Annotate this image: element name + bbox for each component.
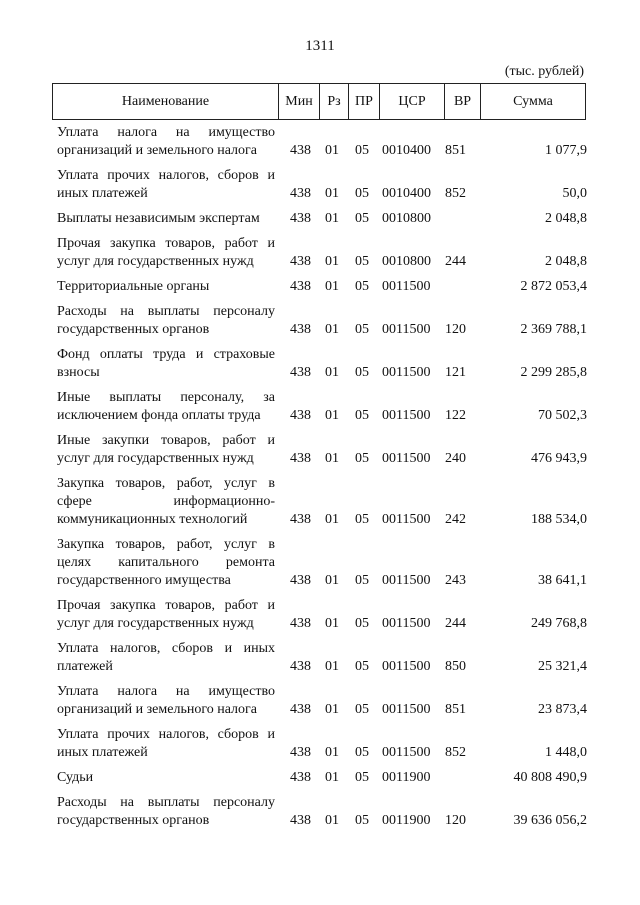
table-row <box>57 167 587 203</box>
row-name: Уплата прочих налогов, сборов и иных платежей <box>57 727 275 760</box>
table-row <box>57 597 587 633</box>
row-min: 438 <box>290 616 311 631</box>
row-rz: 01 <box>325 813 339 828</box>
row-min: 438 <box>290 186 311 201</box>
row-sum: 476 943,9 <box>531 451 587 466</box>
row-name: Расходы на выплаты персоналу государственных органов <box>57 795 275 828</box>
row-pr: 05 <box>355 451 369 466</box>
row-rz: 01 <box>325 279 339 294</box>
row-csr: 0011500 <box>382 408 431 423</box>
row-csr: 0011500 <box>382 659 431 674</box>
row-csr: 0011500 <box>382 322 431 337</box>
row-csr: 0011500 <box>382 279 431 294</box>
row-sum: 40 808 490,9 <box>513 770 587 785</box>
row-sum: 1 077,9 <box>545 143 587 158</box>
row-rz: 01 <box>325 254 339 269</box>
row-pr: 05 <box>355 322 369 337</box>
table-row <box>57 303 587 339</box>
row-rz: 01 <box>325 143 339 158</box>
row-csr: 0011900 <box>382 770 431 785</box>
row-vr: 242 <box>445 512 466 527</box>
table-header <box>52 83 586 120</box>
row-rz: 01 <box>325 186 339 201</box>
row-rz: 01 <box>325 211 339 226</box>
row-sum: 2 048,8 <box>545 254 587 269</box>
row-vr: 120 <box>445 322 466 337</box>
row-rz: 01 <box>325 770 339 785</box>
row-rz: 01 <box>325 451 339 466</box>
table-row <box>57 794 587 830</box>
row-rz: 01 <box>325 745 339 760</box>
row-rz: 01 <box>325 616 339 631</box>
row-min: 438 <box>290 254 311 269</box>
row-rz: 01 <box>325 573 339 588</box>
row-rz: 01 <box>325 512 339 527</box>
row-csr: 0011500 <box>382 573 431 588</box>
row-csr: 0011900 <box>382 813 431 828</box>
row-csr: 0010400 <box>382 186 431 201</box>
row-csr: 0010800 <box>382 254 431 269</box>
row-min: 438 <box>290 770 311 785</box>
row-vr: 851 <box>445 702 466 717</box>
row-sum: 188 534,0 <box>531 512 587 527</box>
row-rz: 01 <box>325 365 339 380</box>
row-rz: 01 <box>325 322 339 337</box>
row-name: Уплата прочих налогов, сборов и иных платежей <box>57 168 275 201</box>
row-sum: 70 502,3 <box>538 408 587 423</box>
row-min: 438 <box>290 451 311 466</box>
row-sum: 2 872 053,4 <box>520 279 587 294</box>
row-vr: 121 <box>445 365 466 380</box>
row-vr: 244 <box>445 616 466 631</box>
table-body <box>57 124 587 837</box>
header-pr: ПР <box>349 84 380 119</box>
row-rz: 01 <box>325 702 339 717</box>
row-vr: 120 <box>445 813 466 828</box>
row-name: Уплата налога на имущество организаций и земельного налога <box>57 125 275 158</box>
header-vr: ВР <box>445 84 481 119</box>
row-pr: 05 <box>355 813 369 828</box>
table-row <box>57 210 587 228</box>
header-csr: ЦСР <box>380 84 445 119</box>
row-vr: 244 <box>445 254 466 269</box>
row-pr: 05 <box>355 770 369 785</box>
row-sum: 1 448,0 <box>545 745 587 760</box>
row-vr: 850 <box>445 659 466 674</box>
header-rz: Рз <box>320 84 349 119</box>
row-pr: 05 <box>355 573 369 588</box>
row-name: Иные выплаты персоналу, за исключением фонда оплаты труда <box>57 390 275 423</box>
row-csr: 0011500 <box>382 745 431 760</box>
unit-label: (тыс. рублей) <box>504 64 584 79</box>
table-row <box>57 389 587 425</box>
table-row <box>57 124 587 160</box>
row-pr: 05 <box>355 408 369 423</box>
row-name: Прочая закупка товаров, работ и услуг для государственных нужд <box>57 236 275 269</box>
row-pr: 05 <box>355 512 369 527</box>
row-csr: 0010800 <box>382 211 431 226</box>
row-sum: 23 873,4 <box>538 702 587 717</box>
row-name: Иные закупки товаров, работ и услуг для государственных нужд <box>57 433 275 466</box>
table-row <box>57 640 587 676</box>
row-sum: 249 768,8 <box>531 616 587 631</box>
row-csr: 0010400 <box>382 143 431 158</box>
row-min: 438 <box>290 279 311 294</box>
row-pr: 05 <box>355 279 369 294</box>
row-min: 438 <box>290 702 311 717</box>
row-min: 438 <box>290 365 311 380</box>
row-pr: 05 <box>355 659 369 674</box>
row-pr: 05 <box>355 254 369 269</box>
row-pr: 05 <box>355 211 369 226</box>
row-vr: 240 <box>445 451 466 466</box>
row-vr: 243 <box>445 573 466 588</box>
header-min: Мин <box>279 84 320 119</box>
table-row <box>57 278 587 296</box>
row-name: Выплаты независимым экспертам <box>57 211 260 226</box>
row-min: 438 <box>290 813 311 828</box>
row-sum: 2 369 788,1 <box>520 322 587 337</box>
row-csr: 0011500 <box>382 702 431 717</box>
row-min: 438 <box>290 408 311 423</box>
row-name: Фонд оплаты труда и страховые взносы <box>57 347 275 380</box>
table-row <box>57 235 587 271</box>
row-min: 438 <box>290 322 311 337</box>
row-sum: 25 321,4 <box>538 659 587 674</box>
row-sum: 2 048,8 <box>545 211 587 226</box>
row-pr: 05 <box>355 745 369 760</box>
row-name: Территориальные органы <box>57 279 210 294</box>
row-name: Закупка товаров, работ, услуг в целях капитального ремонта государственного имущества <box>57 537 275 588</box>
header-sum: Сумма <box>513 94 553 109</box>
row-sum: 2 299 285,8 <box>520 365 587 380</box>
row-vr: 852 <box>445 186 466 201</box>
row-pr: 05 <box>355 616 369 631</box>
table-row <box>57 726 587 762</box>
table-row <box>57 536 587 590</box>
row-vr: 852 <box>445 745 466 760</box>
row-sum: 38 641,1 <box>538 573 587 588</box>
row-min: 438 <box>290 143 311 158</box>
table-row <box>57 432 587 468</box>
page-number: 1311 <box>305 38 335 54</box>
row-name: Расходы на выплаты персоналу государственных органов <box>57 304 275 337</box>
row-min: 438 <box>290 659 311 674</box>
row-pr: 05 <box>355 365 369 380</box>
row-vr: 851 <box>445 143 466 158</box>
row-name: Прочая закупка товаров, работ и услуг для государственных нужд <box>57 598 275 631</box>
row-pr: 05 <box>355 143 369 158</box>
row-rz: 01 <box>325 659 339 674</box>
header-name: Наименование <box>53 84 279 119</box>
row-name: Закупка товаров, работ, услуг в сфере информационно-коммуникационных технологий <box>57 476 275 527</box>
row-csr: 0011500 <box>382 512 431 527</box>
row-min: 438 <box>290 573 311 588</box>
table-row <box>57 769 587 787</box>
row-csr: 0011500 <box>382 616 431 631</box>
row-name: Уплата налога на имущество организаций и земельного налога <box>57 684 275 717</box>
row-min: 438 <box>290 745 311 760</box>
row-csr: 0011500 <box>382 451 431 466</box>
row-min: 438 <box>290 512 311 527</box>
table-row <box>57 346 587 382</box>
row-sum: 39 636 056,2 <box>513 813 587 828</box>
row-sum: 50,0 <box>562 186 587 201</box>
row-pr: 05 <box>355 702 369 717</box>
row-rz: 01 <box>325 408 339 423</box>
table-row <box>57 683 587 719</box>
row-name: Судьи <box>57 770 94 785</box>
table-row <box>57 475 587 529</box>
row-name: Уплата налогов, сборов и иных платежей <box>57 641 275 674</box>
row-pr: 05 <box>355 186 369 201</box>
row-csr: 0011500 <box>382 365 431 380</box>
row-min: 438 <box>290 211 311 226</box>
row-vr: 122 <box>445 408 466 423</box>
